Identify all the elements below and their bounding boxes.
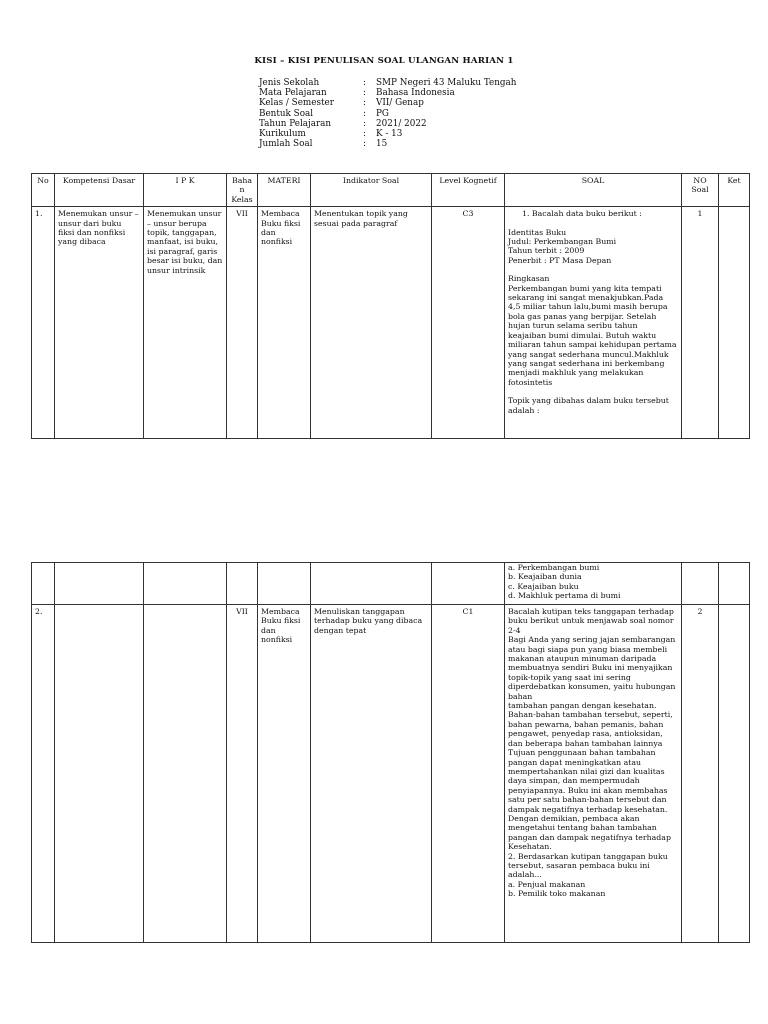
cell-indikator: [311, 563, 432, 605]
cell-no-soal: 2: [682, 605, 719, 943]
header-kompetensi-dasar: Kompetensi Dasar: [55, 174, 144, 207]
meta-row-jumlah-soal: [259, 139, 516, 149]
meta-row-kurikulum: [259, 129, 516, 139]
option-c: c. Keajaiban buku: [508, 581, 579, 591]
header-ipk: I P K: [144, 174, 227, 207]
header-no: No: [32, 174, 55, 207]
cell-kompetensi-dasar: [55, 605, 144, 943]
option-b: b. Pemilik toko makanan: [508, 889, 606, 899]
cell-no: 2.: [32, 605, 55, 943]
cell-materi: Membaca Buku fiksi dan nonfiksi: [258, 207, 311, 439]
soal-ringkasan-heading: Ringkasan: [508, 274, 550, 284]
meta-row-mata-pelajaran: [259, 88, 516, 98]
option-b: b. Keajaiban dunia: [508, 572, 582, 582]
soal-judul: Judul: Perkembangan Bumi: [508, 237, 617, 247]
header-materi: MATERI: [258, 174, 311, 207]
soal-passage: Perkembangan bumi yang kita tempati sekarang ini sangat menakjubkan.Pada 4,5 miliar tahun lalu,bumi masih berupa bola gas panas yang berpijar. Setelah hujan turun selama seribu tahun keajaiban bumi dimulai. Butuh waktu miliaran tahun sampai kehidupan pertama yang sangat sederhana muncul.Makhluk yang sangat sederhana ini berkembang menjadi makhluk yang melakukan fotosintetis: [508, 283, 677, 387]
soal-identitas-heading: Identitas Buku: [508, 227, 567, 237]
cell-level: C3: [432, 207, 505, 439]
meta-label: Bentuk Soal: [259, 108, 314, 119]
soal-instruction: 1. Bacalah data buku berikut :: [522, 209, 642, 219]
cell-ket: [719, 605, 750, 943]
cell-kompetensi-dasar: [55, 563, 144, 605]
cell-bahan-kelas: [227, 563, 258, 605]
meta-colon: :: [363, 108, 366, 119]
cell-level: [432, 563, 505, 605]
cell-bahan-kelas: VII: [227, 605, 258, 943]
cell-kompetensi-dasar: Menemukan unsur – unsur dari buku fiksi dan nonfiksi yang dibaca: [55, 207, 144, 439]
meta-row-bentuk-soal: [259, 109, 516, 119]
cell-soal-options: [505, 563, 682, 605]
cell-indikator: Menentukan topik yang sesuai pada paragraf: [311, 207, 432, 439]
meta-label: Kelas / Semester: [259, 98, 334, 109]
header-soal: SOAL: [505, 174, 682, 207]
table-row: [32, 605, 750, 943]
meta-value: 15: [376, 139, 388, 150]
document-title: KISI – KISI PENULISAN SOAL ULANGAN HARIAN 1: [254, 56, 514, 66]
cell-level: C1: [432, 605, 505, 943]
cell-no: 1.: [32, 207, 55, 439]
meta-label: Mata Pelajaran: [259, 88, 327, 99]
meta-colon: :: [363, 88, 366, 99]
cell-no-soal: [682, 563, 719, 605]
meta-row-jenis-sekolah: [259, 78, 516, 88]
document-meta: [259, 78, 516, 149]
option-a: a. Perkembangan bumi: [508, 563, 600, 572]
meta-colon: :: [363, 98, 366, 109]
meta-value: VII/ Genap: [376, 98, 424, 109]
cell-no: [32, 563, 55, 605]
soal-penerbit: Penerbit : PT Masa Depan: [508, 255, 612, 265]
meta-label: Jumlah Soal: [259, 139, 313, 150]
meta-value: SMP Negeri 43 Maluku Tengah: [376, 78, 517, 88]
soal-passage-1: Bagi Anda yang sering jajan sembarangan atau bagi siapa pun yang biasa membeli makanan ataupun minuman daripada membuatnya sendiri Buku ini menyajikan topik-topik yang saat ini sering diperdebatkan konsumen, yaitu hubungan bahan: [508, 635, 676, 701]
meta-colon: :: [363, 139, 366, 150]
header-bahan-kelas: Bahan Kelas: [227, 174, 258, 207]
meta-row-tahun-pelajaran: [259, 119, 516, 129]
table-row: [32, 207, 750, 439]
cell-ipk: [144, 605, 227, 943]
cell-soal: [505, 605, 682, 943]
meta-value: K - 13: [376, 129, 403, 140]
soal-question: 2. Berdasarkan kutipan tanggapan buku tersebut, sasaran pembaca buku ini adalah...: [508, 851, 668, 880]
cell-soal: [505, 207, 682, 439]
header-level-kognetif: Level Kognetif: [432, 174, 505, 207]
meta-label: Tahun Pelajaran: [259, 118, 332, 129]
option-a: a. Penjual makanan: [508, 879, 586, 889]
cell-bahan-kelas: VII: [227, 207, 258, 439]
soal-instruction: Bacalah kutipan teks tanggapan terhadap buku berikut untuk menjawab soal nomor 2-4: [508, 607, 674, 635]
cell-no-soal: 1: [682, 207, 719, 439]
cell-ipk: [144, 563, 227, 605]
meta-value: Bahasa Indonesia: [376, 88, 455, 99]
meta-value: PG: [376, 108, 389, 119]
cell-materi: Membaca Buku fiksi dan nonfiksi: [258, 605, 311, 943]
meta-colon: :: [363, 129, 366, 140]
meta-colon: :: [363, 78, 366, 88]
cell-ket: [719, 207, 750, 439]
meta-label: Jenis Sekolah: [259, 78, 320, 88]
soal-passage-2: tambahan pangan dengan kesehatan. Bahan-bahan tambahan tersebut, seperti, bahan pewarna, bahan pemanis, bahan pengawet, penyedap rasa, antioksidan, dan beberapa bahan tambahan lainnya Tujuan penggunaan bahan tambahan pangan dapat meningkatkan atau mempertahankan nilai gizi dan kualitas daya simpan, dan mempermudah penyiapannya. Buku ini akan membahas satu per satu bahan-bahan tersebut dan dampak negatifnya terhadap kesehatan. Dengan demikian, pembaca akan mengetahui tentang bahan tambahan pangan dan dampak negatifnya terhadap Kesehatan.: [508, 701, 673, 852]
header-indikator-soal: Indikator Soal: [311, 174, 432, 207]
meta-value: 2021/ 2022: [376, 118, 427, 129]
meta-label: Kurikulum: [259, 129, 306, 140]
soal-tahun: Tahun terbit : 2009: [508, 246, 585, 256]
kisi-table-page-2: [31, 562, 750, 943]
soal-question: Topik yang dibahas dalam buku tersebut adalah :: [508, 396, 669, 415]
header-ket: Ket: [719, 174, 750, 207]
meta-row-kelas-semester: [259, 98, 516, 108]
table-header-row: [32, 174, 750, 207]
cell-materi: [258, 563, 311, 605]
table-row: [32, 563, 750, 605]
meta-colon: :: [363, 118, 366, 129]
cell-ket: [719, 563, 750, 605]
cell-indikator: Menuliskan tanggapan terhadap buku yang dibaca dengan tepat: [311, 605, 432, 943]
header-no-soal: NO Soal: [682, 174, 719, 207]
cell-ipk: Menemukan unsur – unsur berupa topik, tanggapan, manfaat, isi buku, isi paragraf, garis besar isi buku, dan unsur intrinsik: [144, 207, 227, 439]
option-d: d. Makhluk pertama di bumi: [508, 591, 621, 601]
kisi-table-page-1: [31, 173, 750, 439]
